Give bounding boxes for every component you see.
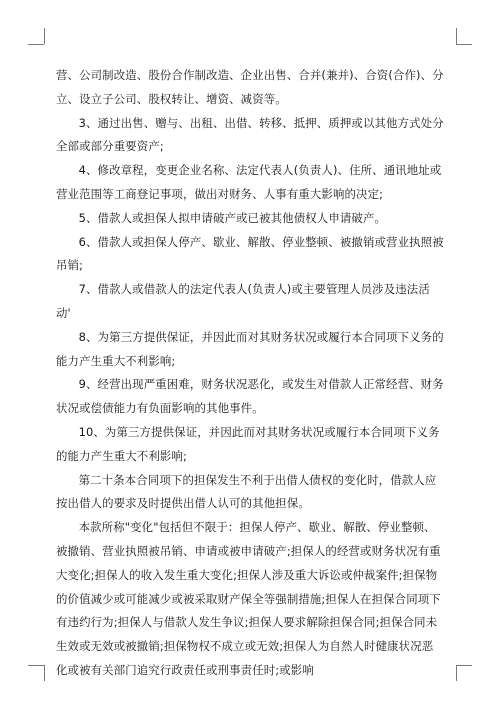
paragraph-continuation: 营、公司制改造、股份合作制改造、企业出售、合并(兼并)、合资(合作)、分立、设立子公司、股权转让、增资、减资等。 [56, 68, 444, 106]
crop-mark-top-right-h [456, 44, 472, 45]
crop-mark-bottom-right-h [456, 665, 472, 666]
paragraph-item-3: 3、通过出售、赠与、出租、出借、转移、抵押、质押或以其他方式处分全部或部分重要资产; [56, 115, 444, 154]
paragraph-item-8: 8、为第三方提供保证，并因此而对其财务状况或履行本合同项下义务的能力产生重大不利影响; [56, 329, 444, 368]
paragraph-change-definition: 本款所称"变化"包括但不限于：担保人停产、歇业、解散、停业整顿、被撤销、营业执照被吊销、申请或被申请破产;担保人的经营或财务状况有重大变化;担保人的收入发生重大变化;担保人涉及重大诉讼或仲裁案件;担保物的价值减少或可能减少或被采取财产保全等强制措施;担保人在担保合同项下有违约行为;担保人与借款人发生争议;担保人要求解除担保合同;担保合同未生效或无效或被撤销;担保物权不成立或无效;担保人为自然人时健康状况恶化或被有关部门追究行政责任或刑事责任时;或影响 [56, 520, 441, 677]
paragraph-item-6: 6、借款人或担保人停产、歇业、解散、停业整顿、被撤销或营业执照被吊销; [56, 234, 444, 273]
crop-mark-bottom-left-v [44, 665, 45, 681]
paragraph-article-20: 第二十条本合同项下的担保发生不利于出借人债权的变化时，借款人应按出借人的要求及时提供出借人认可的其他担保。 [56, 472, 437, 511]
crop-mark-top-right-v [456, 28, 457, 44]
crop-mark-bottom-right-v [456, 665, 457, 681]
paragraph-item-7: 7、借款人或借款人的法定代表人(负责人)或主要管理人员涉及违法活动' [56, 282, 430, 320]
paragraph-item-10: 10、为第三方提供保证，并因此而对其财务状况或履行本合同项下义务的能力产生重大不利影响; [56, 424, 440, 463]
document-body [56, 64, 444, 683]
crop-mark-top-left-h [28, 44, 44, 45]
paragraph-item-4: 4、修改章程，变更企业名称、法定代表人(负责人)、住所、通讯地址或营业范围等工商登记事项，做出对财务、人事有重大影响的决定; [56, 163, 442, 201]
crop-mark-bottom-left-h [28, 665, 44, 666]
paragraph-item-5: 5、借款人或担保人拟申请破产或已被其他债权人申请破产。 [78, 210, 387, 225]
paragraph-item-9: 9、经营出现严重困难，财务状况恶化，或发生对借款人正常经营、财务状况或偿债能力有负面影响的其他事件。 [56, 377, 444, 416]
crop-mark-top-left-v [44, 28, 45, 44]
